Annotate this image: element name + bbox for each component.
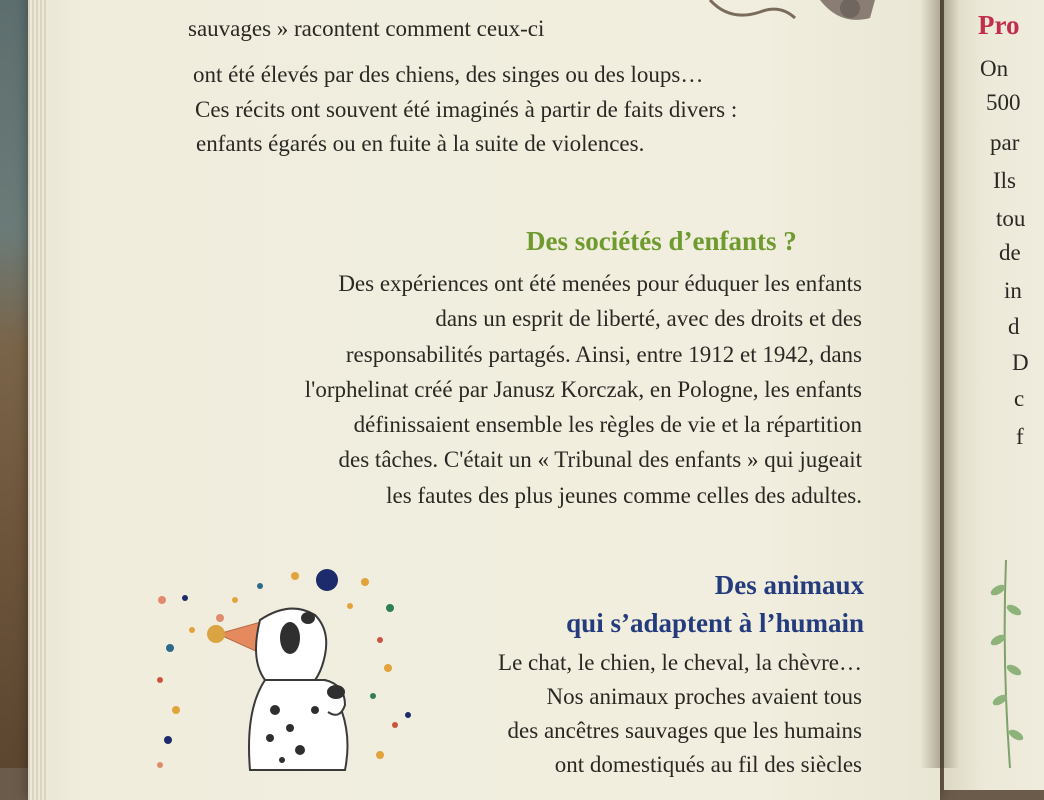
book-gutter	[920, 0, 960, 768]
right-frag-5: tou	[996, 206, 1026, 231]
societies-line-5: définissaient ensemble les règles de vie et la répartition	[353, 412, 862, 438]
right-page-heading-fragment: Pro	[978, 10, 1020, 40]
right-frag-11: f	[1016, 424, 1024, 449]
top-line-1: sauvages » racontent comment ceux-ci	[188, 16, 545, 41]
animals-line-2: Nos animaux proches avaient tous	[546, 684, 862, 709]
animals-paragraph	[400, 646, 862, 782]
top-illustration-fragment	[700, 0, 880, 30]
societies-line-2: dans un esprit de liberté, avec des droits et des	[435, 306, 862, 332]
top-line-2: ont été élevés par des chiens, des singes ou des loups…	[193, 62, 704, 87]
societies-paragraph	[150, 266, 862, 513]
heading-animals-line-1: Des animaux	[714, 570, 864, 600]
right-frag-8: d	[1008, 314, 1020, 339]
heading-animals-line-2: qui s’adaptent à l’humain	[566, 608, 864, 638]
top-line-3: Ces récits ont souvent été imaginés à partir de faits divers :	[195, 97, 738, 122]
right-frag-7: in	[1004, 278, 1022, 303]
leaf-illustration	[988, 560, 1024, 768]
right-frag-9: D	[1012, 350, 1029, 375]
right-frag-4: Ils	[993, 168, 1016, 193]
societies-line-7: les fautes des plus jeunes comme celles des adultes.	[386, 482, 862, 508]
societies-line-6: des tâches. C'était un « Tribunal des enfants » qui jugeait	[338, 447, 862, 473]
right-frag-3: par	[990, 130, 1020, 155]
societies-line-4: l'orphelinat créé par Janusz Korczak, en Pologne, les enfants	[304, 376, 862, 402]
societies-line-3: responsabilités partagés. Ainsi, entre 1912 et 1942, dans	[345, 341, 862, 367]
right-frag-6: de	[999, 240, 1021, 265]
societies-line-1: Des expériences ont été menées pour éduquer les enfants	[338, 271, 862, 296]
heading-societies: Des sociétés d’enfants ?	[526, 226, 797, 256]
animals-line-1: Le chat, le chien, le cheval, la chèvre…	[498, 650, 862, 675]
heading-animals	[450, 566, 864, 642]
animals-line-4: ont domestiqués au fil des siècles	[554, 752, 862, 777]
top-line-4: enfants égarés ou en fuite à la suite de violences.	[196, 131, 645, 156]
right-frag-2: 500	[986, 90, 1021, 115]
right-frag-10: c	[1014, 386, 1025, 411]
animals-line-3: des ancêtres sauvages que les humains	[507, 718, 862, 743]
right-frag-1: On	[980, 56, 1009, 81]
dog-illustration	[140, 560, 400, 768]
page-edges	[28, 0, 48, 800]
